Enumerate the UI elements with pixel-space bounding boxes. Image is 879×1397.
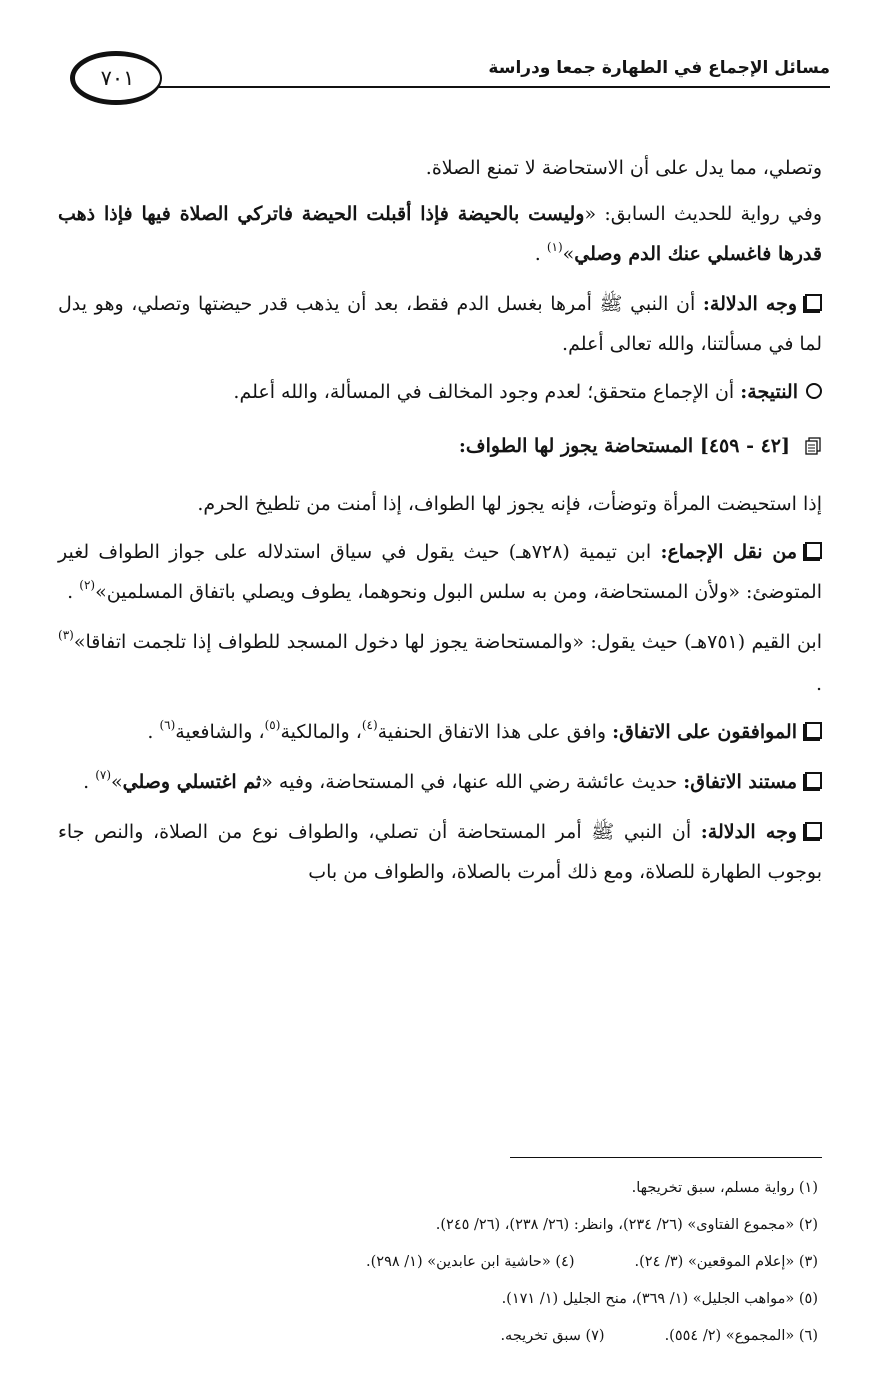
document-stack-icon bbox=[804, 437, 822, 455]
page-number: ٧٠١ bbox=[100, 66, 135, 90]
paragraph-agreeing: الموافقون على الاتفاق: وافق على هذا الاتفاق الحنفية$^{(٤)}$، والمالكية$^{(٥)}$، والشافعية$^{(٦)}$ . bbox=[58, 712, 822, 754]
page-header bbox=[70, 46, 830, 116]
footnote-ref: (٣) bbox=[58, 628, 74, 642]
label-evidence: وجه الدلالة: bbox=[702, 293, 798, 315]
paragraph-hadith-narration: وفي رواية للحديث السابق: «وليست بالحيضة فإذا أقبلت الحيضة فاتركي الصلاة فيها فإذا ذهب قدرها فاغسلي عنك الدم وصلي»$^{(١)}$ . bbox=[58, 203, 823, 265]
square-bullet-icon bbox=[805, 294, 822, 311]
paragraph-evidence: وجه الدلالة: أن النبي ﷺ أمر المستحاضة أن تصلي، والطواف نوع من الصلاة، والنص جاء بوجوب الطهارة للصلاة، ومع ذلك أمرت بالصلاة، والطواف من باب bbox=[58, 821, 822, 883]
circle-bullet-icon bbox=[806, 383, 822, 399]
footnotes bbox=[58, 1170, 818, 1355]
square-bullet-icon bbox=[805, 722, 822, 739]
footnote-ref: (٤) bbox=[361, 718, 378, 732]
paragraph: إذا استحيضت المرأة وتوضأت، فإنه يجوز لها الطواف، إذا أمنت من تلطيخ الحرم. bbox=[197, 493, 822, 515]
footnote-ref: (٥) bbox=[264, 718, 281, 732]
paragraph-basis: مستند الاتفاق: حديث عائشة رضي الله عنها، في المستحاضة، وفيه «ثم اغتسلي وصلي»$^{(٧)}$ . bbox=[58, 762, 822, 804]
footnote-row bbox=[58, 1244, 818, 1281]
label-basis: مستند الاتفاق: bbox=[683, 771, 797, 793]
label-result: النتيجة: bbox=[740, 381, 798, 403]
footnote-ref: (٢) bbox=[79, 578, 96, 592]
running-title: مسائل الإجماع في الطهارة جمعا ودراسة bbox=[488, 58, 830, 78]
page-number-badge bbox=[70, 51, 162, 105]
footnote: (٢) «مجموع الفتاوى» (٢٦/ ٢٣٤)، وانظر: (٢٦/ ٢٣٨)، (٢٦/ ٢٤٥). bbox=[435, 1217, 818, 1233]
hadith-quote: ثم اغتسلي وصلي bbox=[122, 771, 262, 793]
footnote: (٦) «المجموع» (٢/ ٥٥٤). bbox=[664, 1328, 818, 1344]
footnote: (٥) «مواهب الجليل» (١/ ٣٦٩)، منح الجليل (١/ ١٧١). bbox=[501, 1291, 818, 1307]
square-bullet-icon bbox=[805, 542, 822, 559]
paragraph: وتصلي، مما يدل على أن الاستحاضة لا تمنع الصلاة. bbox=[425, 157, 822, 179]
footnote-ref: (٧) bbox=[95, 768, 112, 782]
footnote-row bbox=[58, 1318, 818, 1355]
paragraph-evidence: وجه الدلالة: أن النبي ﷺ أمرها بغسل الدم فقط، بعد أن يذهب قدر حيضتها وتصلي، وهو يدل لما في مسألتنا، والله تعالى أعلم. bbox=[58, 293, 822, 355]
paragraph: ابن القيم (٧٥١هـ) حيث يقول: «والمستحاضة يجوز لها دخول المسجد للطواف إذا تلجمت اتفاقا»$^{(٣)}$ . bbox=[58, 628, 822, 695]
footnote: (٣) «إعلام الموقعين» (٣/ ٢٤). bbox=[634, 1254, 818, 1270]
hadith-quote: وليست بالحيضة فإذا أقبلت الحيضة فاتركي الصلاة فيها فإذا ذهب قدرها فاغسلي عنك الدم وصلي bbox=[58, 203, 822, 265]
footnote-ref: (٦) bbox=[159, 718, 176, 732]
footnote: (٧) سبق تخريجه. bbox=[500, 1328, 605, 1344]
main-text bbox=[58, 148, 822, 900]
label-evidence: وجه الدلالة: bbox=[700, 821, 797, 843]
square-bullet-icon bbox=[805, 822, 822, 839]
footnote-divider bbox=[510, 1157, 822, 1158]
paragraph-transmitters: من نقل الإجماع: ابن تيمية (٧٢٨هـ) حيث يقول في سياق استدلاله على جواز الطواف لغير المتوضئ: «ولأن المستحاضة، ومن به سلس البول ونحوهما، يطوف ويصلي باتفاق المسلمين»$^{(٢)}$ . bbox=[58, 541, 822, 603]
header-rule bbox=[156, 86, 830, 88]
paragraph-result: النتيجة: أن الإجماع متحقق؛ لعدم وجود المخالف في المسألة، والله أعلم. bbox=[58, 372, 822, 412]
footnote-ref: (١) bbox=[546, 240, 563, 254]
label-agreeing: الموافقون على الاتفاق: bbox=[612, 721, 797, 743]
footnote: (٤) «حاشية ابن عابدين» (١/ ٢٩٨). bbox=[366, 1254, 575, 1270]
footnote: (١) رواية مسلم، سبق تخريجها. bbox=[631, 1180, 818, 1196]
square-bullet-icon bbox=[805, 772, 822, 789]
section-heading: [٤٢ - ٤٥٩] المستحاضة يجوز لها الطواف: bbox=[58, 426, 822, 466]
label-transmitters: من نقل الإجماع: bbox=[660, 541, 797, 563]
